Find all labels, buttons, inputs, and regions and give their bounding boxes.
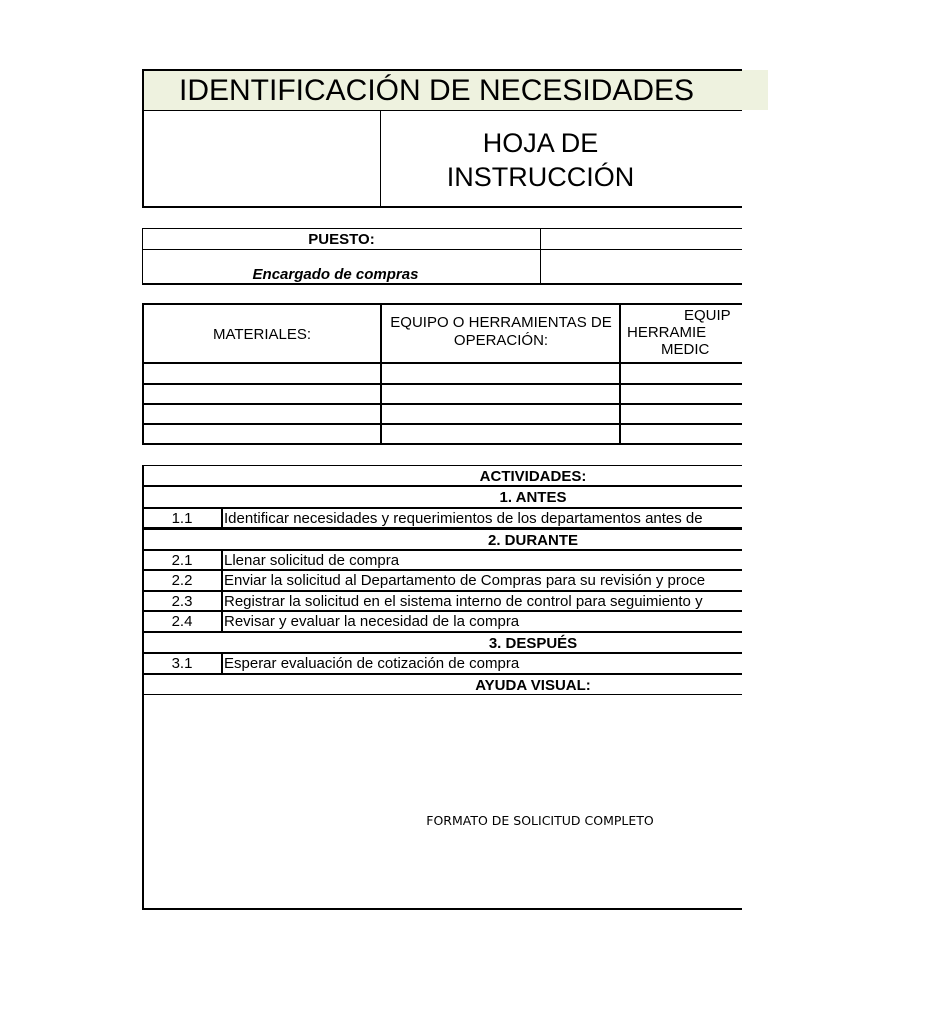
activity-text: Enviar la solicitud al Departamento de Compras para su revisión y proce [224,572,706,589]
activity-number: 3.1 [171,655,193,672]
visual-aid-caption: FORMATO DE SOLICITUD COMPLETO [426,812,654,828]
measure-equipment-label-line3: MEDIC [661,341,710,358]
measure-equipment-label-line2: HERRAMIE [627,324,707,341]
activities-title: ACTIVIDADES: [479,467,587,485]
operation-equipment-label-line1: EQUIPO O HERRAMIENTAS DE [390,314,612,331]
measure-equipment-label [622,307,772,363]
position-label: PUESTO: [308,230,375,248]
activity-number: 1.1 [171,510,193,527]
activities-before-heading: 1. ANTES [499,488,567,506]
activities-during-heading: 2. DURANTE [487,531,578,549]
document-type [381,112,700,207]
operation-equipment-label-line2: OPERACIÓN: [453,332,549,349]
operation-equipment-label [382,305,620,363]
activity-text: Identificar necesidades y requerimientos de los departamentos antes de [224,510,703,527]
materials-label: MATERIALES: [212,325,312,343]
activity-text: Esperar evaluación de cotización de compra [224,655,520,672]
activity-number: 2.4 [171,613,193,630]
activities-after-heading: 3. DESPUÉS [488,634,578,652]
activity-text: Revisar y evaluar la necesidad de la compra [224,613,520,630]
visual-aid-title: AYUDA VISUAL: [475,676,591,694]
activity-text: Registrar la solicitud en el sistema interno de control para seguimiento y [224,593,703,610]
position-value: Encargado de compras [252,265,419,283]
activity-number: 2.2 [171,572,193,589]
page-title: IDENTIFICACIÓN DE NECESIDADES [179,74,695,107]
document-type-line2: INSTRUCCIÓN [446,161,635,192]
activity-number: 2.1 [171,552,193,569]
activity-number: 2.3 [171,593,193,610]
activity-text: Llenar solicitud de compra [224,552,400,569]
measure-equipment-label-line1: EQUIP [684,307,731,324]
document-type-line1: HOJA DE [482,127,599,158]
